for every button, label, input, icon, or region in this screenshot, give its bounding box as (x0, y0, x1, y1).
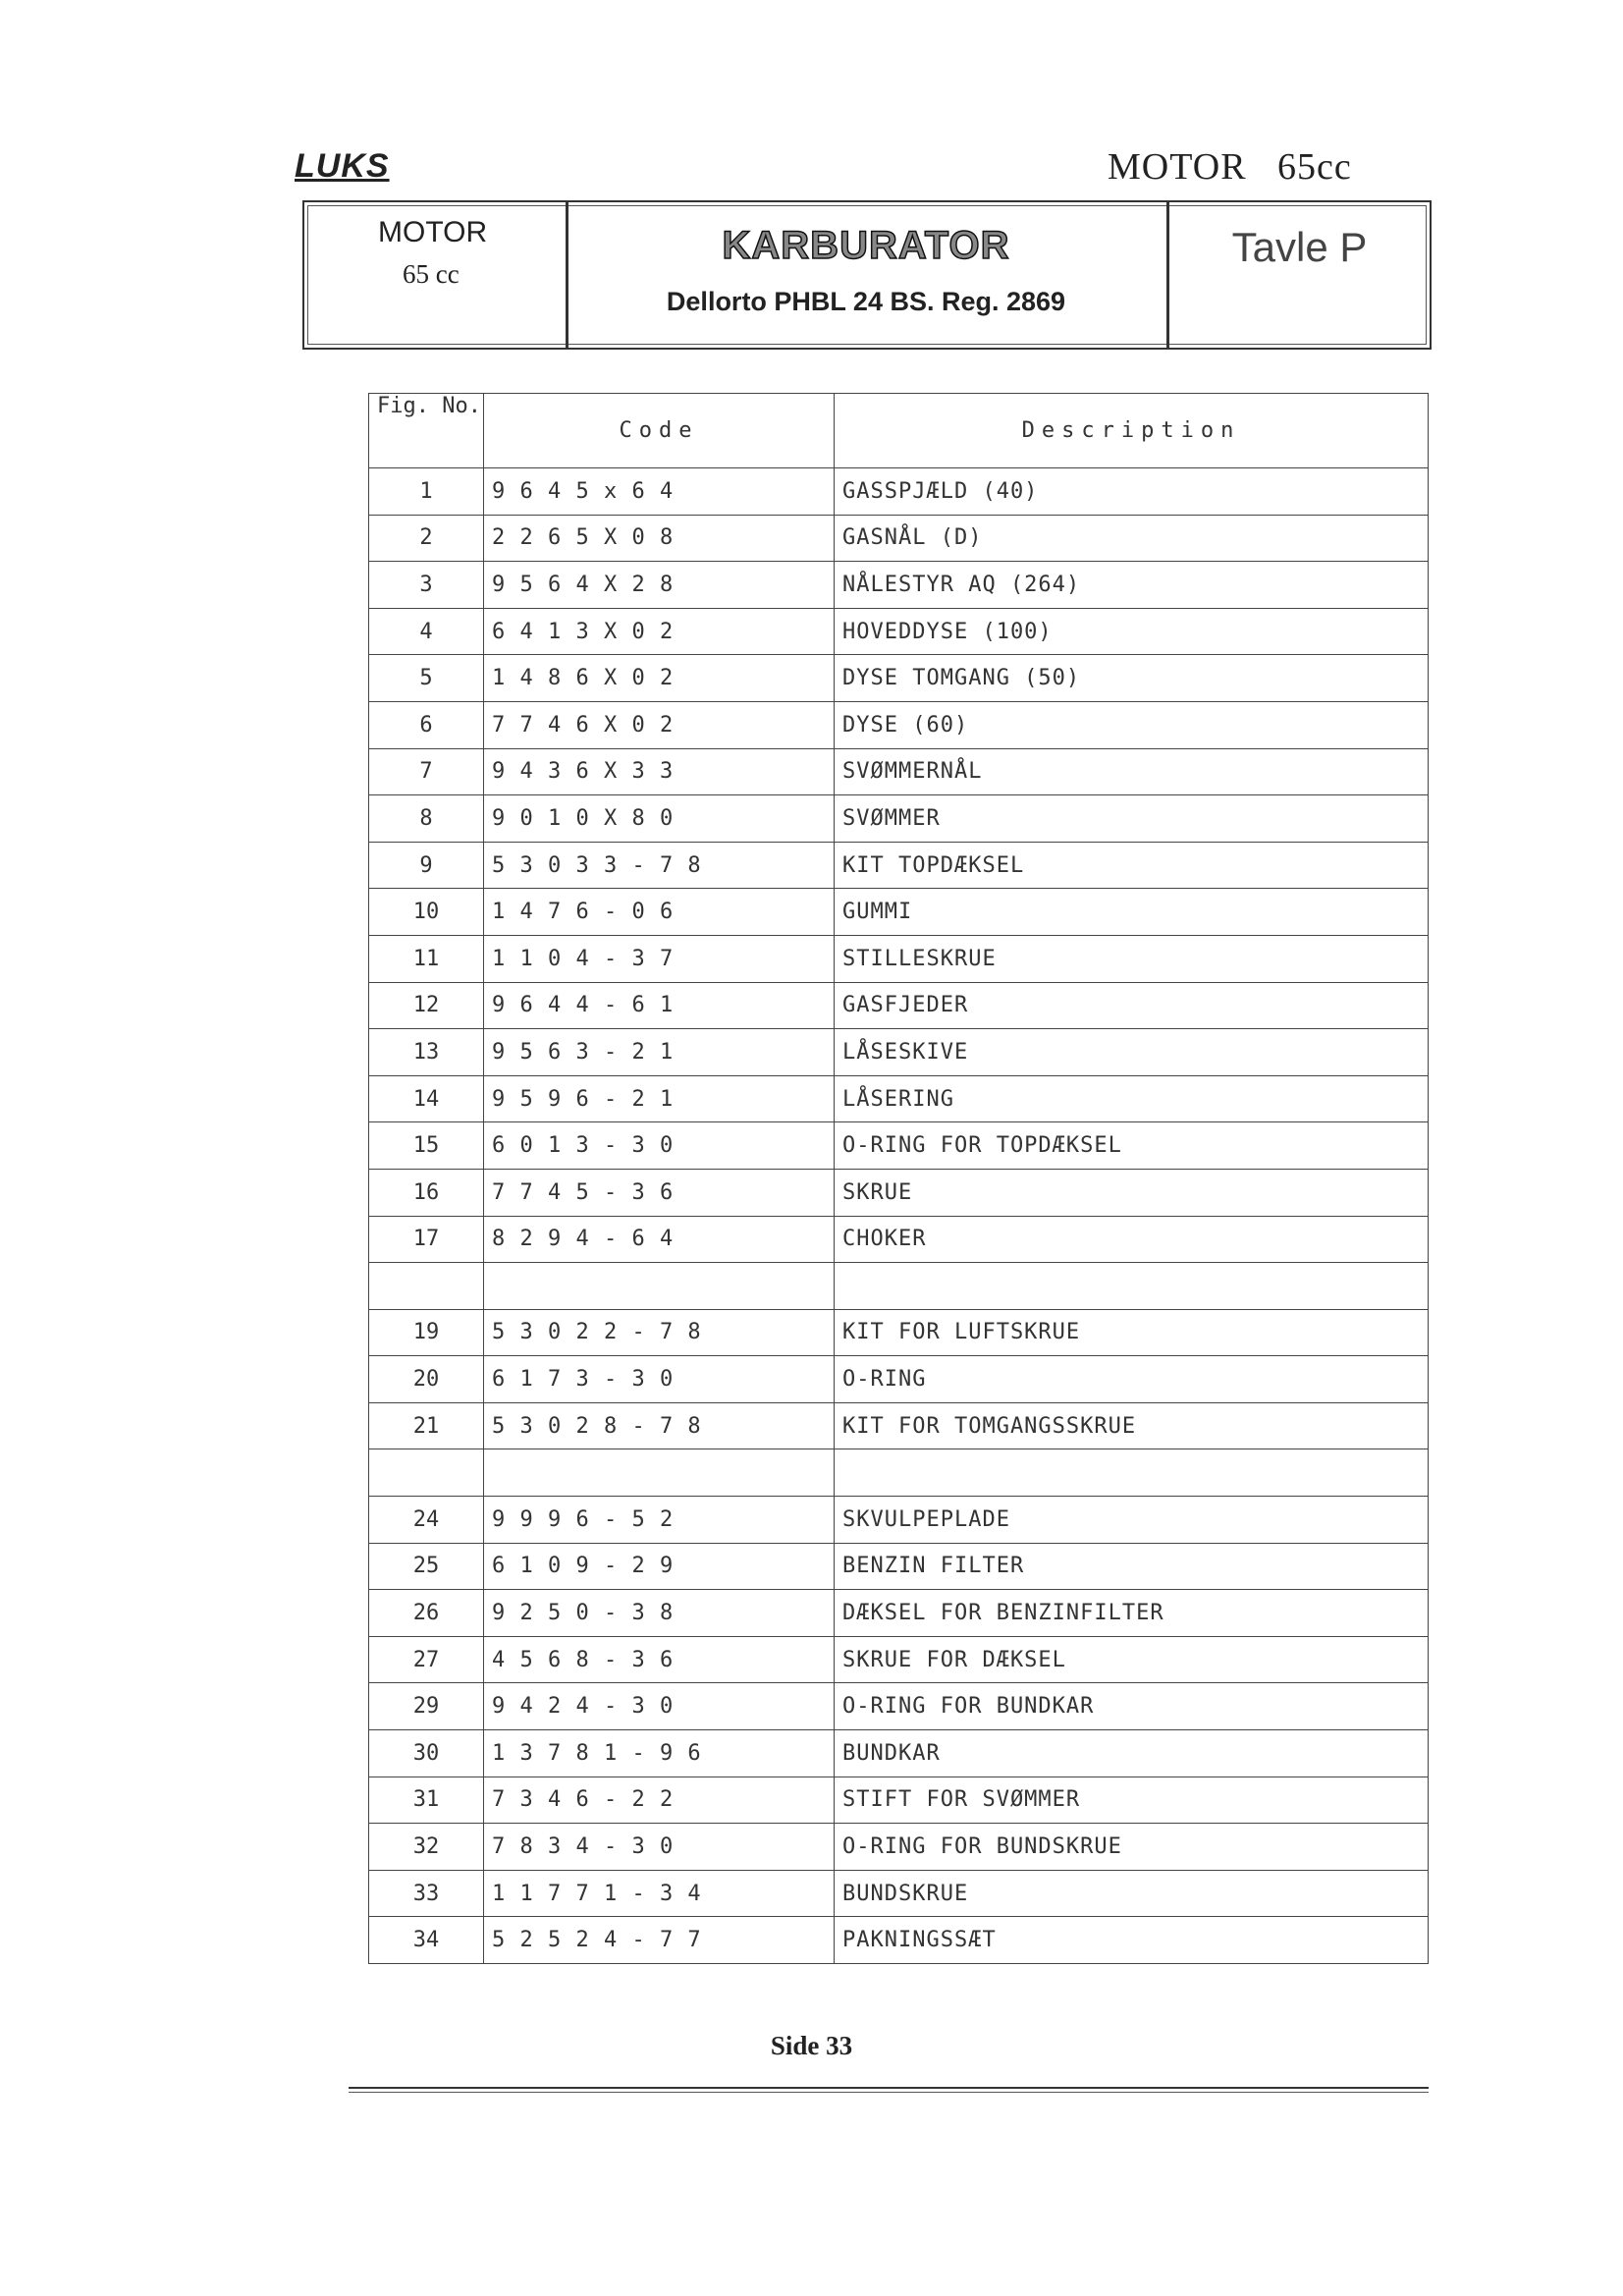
table-row (369, 982, 1429, 1029)
table-row (369, 1309, 1429, 1356)
part-description: KIT TOPDÆKSEL (835, 842, 1429, 889)
fig-number (369, 1263, 484, 1310)
fig-number: 34 (369, 1917, 484, 1964)
part-description (835, 1449, 1429, 1497)
table-row (369, 1730, 1429, 1777)
part-description (835, 1263, 1429, 1310)
part-code: 6 4 1 3 X 0 2 (484, 608, 835, 655)
part-code (484, 1263, 835, 1310)
part-code: 8 2 9 4 - 6 4 (484, 1216, 835, 1263)
fig-number: 12 (369, 982, 484, 1029)
part-description: BUNDSKRUE (835, 1870, 1429, 1917)
part-description: LÅSESKIVE (835, 1029, 1429, 1076)
page-title: KARBURATOR (722, 224, 1010, 267)
part-description: SVØMMER (835, 795, 1429, 843)
table-row (369, 748, 1429, 795)
fig-number: 16 (369, 1169, 484, 1216)
part-description: SKVULPEPLADE (835, 1497, 1429, 1544)
fig-number: 7 (369, 748, 484, 795)
fig-number: 19 (369, 1309, 484, 1356)
fig-number: 32 (369, 1824, 484, 1871)
table-row (369, 468, 1429, 516)
part-code: 1 4 8 6 X 0 2 (484, 655, 835, 702)
table-row (369, 1636, 1429, 1683)
part-code: 5 2 5 2 4 - 7 7 (484, 1917, 835, 1964)
table-row (369, 1169, 1429, 1216)
part-code: 1 4 7 6 - 0 6 (484, 889, 835, 936)
table-row (369, 1356, 1429, 1403)
part-code (484, 1449, 835, 1497)
part-code: 9 5 9 6 - 2 1 (484, 1075, 835, 1122)
table-row (369, 935, 1429, 982)
header-fig-no: Fig. No. (369, 394, 484, 468)
part-code: 5 3 0 3 3 - 7 8 (484, 842, 835, 889)
part-code: 9 5 6 4 X 2 8 (484, 562, 835, 609)
header-description: Description (835, 394, 1429, 468)
fig-number: 25 (369, 1543, 484, 1590)
fig-number: 10 (369, 889, 484, 936)
part-code: 6 0 1 3 - 3 0 (484, 1122, 835, 1170)
cc-label: 65 cc (403, 259, 460, 289)
part-description: NÅLESTYR AQ (264) (835, 562, 1429, 609)
title-box (302, 200, 1432, 350)
part-code: 7 8 3 4 - 3 0 (484, 1824, 835, 1871)
part-description: BUNDKAR (835, 1730, 1429, 1777)
fig-number: 15 (369, 1122, 484, 1170)
part-description: DYSE TOMGANG (50) (835, 655, 1429, 702)
fig-number: 8 (369, 795, 484, 843)
part-code: 9 6 4 4 - 6 1 (484, 982, 835, 1029)
table-row (369, 1683, 1429, 1730)
footer-rule-secondary (349, 2092, 1429, 2093)
table-row (369, 1122, 1429, 1170)
part-description: GASNÅL (D) (835, 515, 1429, 562)
table-row (369, 1497, 1429, 1544)
part-description: O-RING FOR BUNDSKRUE (835, 1824, 1429, 1871)
part-description: CHOKER (835, 1216, 1429, 1263)
table-row (369, 1216, 1429, 1263)
part-description: HOVEDDYSE (100) (835, 608, 1429, 655)
fig-number: 21 (369, 1402, 484, 1449)
table-row (369, 701, 1429, 748)
part-code: 2 2 6 5 X 0 8 (484, 515, 835, 562)
fig-number: 20 (369, 1356, 484, 1403)
part-code: 9 0 1 0 X 8 0 (484, 795, 835, 843)
table-row (369, 608, 1429, 655)
fig-number: 29 (369, 1683, 484, 1730)
part-code: 6 1 0 9 - 2 9 (484, 1543, 835, 1590)
part-description: GASSPJÆLD (40) (835, 468, 1429, 516)
table-row (369, 515, 1429, 562)
table-row (369, 1824, 1429, 1871)
table-row (369, 795, 1429, 843)
table-row (369, 1777, 1429, 1824)
page-number: Side 33 (770, 2031, 853, 2060)
fig-number: 9 (369, 842, 484, 889)
part-description: DYSE (60) (835, 701, 1429, 748)
part-code: 9 4 2 4 - 3 0 (484, 1683, 835, 1730)
fig-number: 1 (369, 468, 484, 516)
table-row (369, 1917, 1429, 1964)
page-subtitle: Dellorto PHBL 24 BS. Reg. 2869 (666, 287, 1066, 316)
parts-table-body (369, 468, 1429, 1964)
fig-number: 5 (369, 655, 484, 702)
fig-number: 11 (369, 935, 484, 982)
part-description: LÅSERING (835, 1075, 1429, 1122)
part-code: 1 1 7 7 1 - 3 4 (484, 1870, 835, 1917)
fig-number: 2 (369, 515, 484, 562)
fig-number: 31 (369, 1777, 484, 1824)
table-row (369, 655, 1429, 702)
fig-number: 13 (369, 1029, 484, 1076)
fig-number: 14 (369, 1075, 484, 1122)
part-description: KIT FOR TOMGANGSSKRUE (835, 1402, 1429, 1449)
part-code: 6 1 7 3 - 3 0 (484, 1356, 835, 1403)
part-code: 1 3 7 8 1 - 9 6 (484, 1730, 835, 1777)
table-row (369, 1029, 1429, 1076)
table-row (369, 842, 1429, 889)
table-row (369, 1263, 1429, 1310)
fig-number: 4 (369, 608, 484, 655)
part-code: 7 7 4 5 - 3 6 (484, 1169, 835, 1216)
part-description: PAKNINGSSÆT (835, 1917, 1429, 1964)
part-code: 9 9 9 6 - 5 2 (484, 1497, 835, 1544)
parts-table (368, 393, 1429, 1964)
part-code: 5 3 0 2 8 - 7 8 (484, 1402, 835, 1449)
part-code: 9 5 6 3 - 2 1 (484, 1029, 835, 1076)
fig-number: 33 (369, 1870, 484, 1917)
motor-label: MOTOR (378, 216, 488, 248)
part-code: 1 1 0 4 - 3 7 (484, 935, 835, 982)
title-box-center (566, 202, 1169, 348)
part-description: O-RING FOR TOPDÆKSEL (835, 1122, 1429, 1170)
part-description: SVØMMERNÅL (835, 748, 1429, 795)
part-description: STIFT FOR SVØMMER (835, 1777, 1429, 1824)
table-row (369, 1402, 1429, 1449)
part-description: KIT FOR LUFTSKRUE (835, 1309, 1429, 1356)
fig-number: 24 (369, 1497, 484, 1544)
part-code: 5 3 0 2 2 - 7 8 (484, 1309, 835, 1356)
header-motor-label: MOTOR 65cc (1108, 146, 1352, 188)
title-box-left (304, 202, 568, 348)
header-code: Code (484, 394, 835, 468)
fig-number (369, 1449, 484, 1497)
part-code: 7 7 4 6 X 0 2 (484, 701, 835, 748)
part-code: 7 3 4 6 - 2 2 (484, 1777, 835, 1824)
part-code: 4 5 6 8 - 3 6 (484, 1636, 835, 1683)
part-code: 9 6 4 5 x 6 4 (484, 468, 835, 516)
table-row (369, 1075, 1429, 1122)
table-row (369, 889, 1429, 936)
part-description: SKRUE (835, 1169, 1429, 1216)
footer-rule (349, 2087, 1429, 2089)
fig-number: 6 (369, 701, 484, 748)
fig-number: 30 (369, 1730, 484, 1777)
fig-number: 26 (369, 1590, 484, 1637)
part-description: DÆKSEL FOR BENZINFILTER (835, 1590, 1429, 1637)
part-code: 9 4 3 6 X 3 3 (484, 748, 835, 795)
part-description: SKRUE FOR DÆKSEL (835, 1636, 1429, 1683)
table-header-row (369, 394, 1429, 468)
part-code: 9 2 5 0 - 3 8 (484, 1590, 835, 1637)
table-row (369, 1590, 1429, 1637)
part-description: O-RING FOR BUNDKAR (835, 1683, 1429, 1730)
part-description: GASFJEDER (835, 982, 1429, 1029)
plate-label: Tavle P (1231, 224, 1368, 270)
title-box-right (1169, 202, 1430, 348)
fig-number: 3 (369, 562, 484, 609)
fig-number: 17 (369, 1216, 484, 1263)
part-description: BENZIN FILTER (835, 1543, 1429, 1590)
part-description: STILLESKRUE (835, 935, 1429, 982)
table-row (369, 562, 1429, 609)
table-row (369, 1543, 1429, 1590)
brand-logo: LUKS (295, 147, 390, 185)
part-description: GUMMI (835, 889, 1429, 936)
table-row (369, 1870, 1429, 1917)
fig-number: 27 (369, 1636, 484, 1683)
table-row (369, 1449, 1429, 1497)
part-description: O-RING (835, 1356, 1429, 1403)
